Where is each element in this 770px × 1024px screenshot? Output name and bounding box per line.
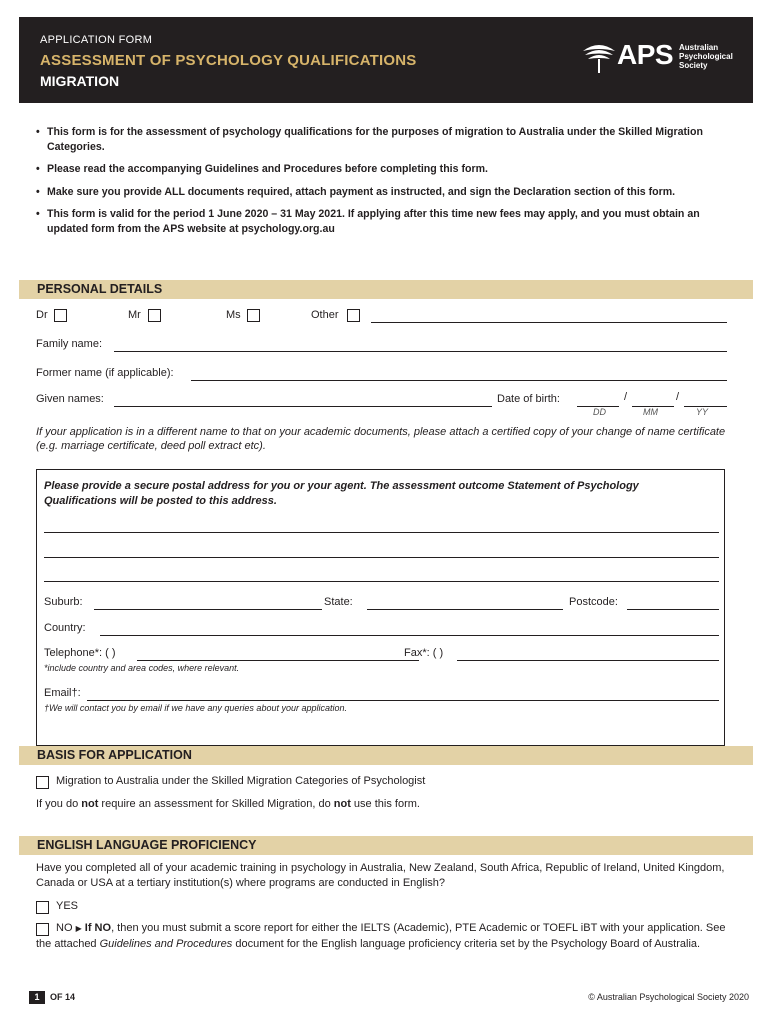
dob-yy-hint: YY — [696, 407, 709, 417]
section-title: BASIS FOR APPLICATION — [37, 748, 192, 762]
english-no-label: NO — [56, 922, 73, 934]
postcode-field[interactable] — [627, 609, 719, 610]
country-label: Country: — [44, 622, 86, 634]
dob-separator: / — [676, 391, 680, 403]
telephone-field[interactable] — [137, 660, 419, 661]
title-mr-checkbox[interactable] — [148, 309, 161, 322]
section-title: PERSONAL DETAILS — [37, 282, 163, 296]
form-label: APPLICATION FORM — [40, 34, 153, 46]
logo-text: APS — [617, 39, 674, 70]
intro-bullets — [36, 125, 736, 244]
english-no-text-part: document for the English language proficiency criteria set by the Psychology Board of Australia. — [232, 937, 701, 950]
aps-logo — [579, 37, 739, 75]
english-yes-checkbox[interactable] — [36, 901, 49, 914]
intro-bullet: • Please read the accompanying Guidelines and Procedures before completing this form. — [36, 162, 736, 177]
fax-label: Fax*: ( ) — [404, 647, 444, 659]
postal-address-box — [36, 469, 725, 746]
dob-dd-hint: DD — [593, 407, 606, 417]
aps-leaf-icon — [579, 37, 619, 75]
intro-bullet: • Make sure you provide ALL documents required, attach payment as instructed, and sign the Declaration section of this form. — [36, 185, 736, 200]
english-no-text-part: , then you must submit a score report for either the IELTS (Academic), PTE Academic or TOEFL iBT with your application. See the attached — [36, 922, 726, 950]
personal-details-heading — [19, 280, 753, 299]
title-mr-label: Mr — [128, 309, 141, 321]
english-heading — [19, 836, 753, 855]
given-names-field[interactable] — [114, 406, 492, 407]
dob-separator: / — [624, 391, 628, 403]
dob-mm-hint: MM — [643, 407, 658, 417]
section-title: ENGLISH LANGUAGE PROFICIENCY — [37, 838, 257, 852]
state-label: State: — [324, 596, 353, 608]
form-title: ASSESSMENT OF PSYCHOLOGY QUALIFICATIONS — [40, 52, 417, 69]
copyright: © Australian Psychological Society 2020 — [588, 992, 749, 1002]
email-field[interactable] — [87, 700, 719, 701]
basis-note-emphasis: not — [81, 798, 99, 810]
basis-note-part: If you do — [36, 798, 82, 810]
address-line-2-field[interactable] — [44, 557, 719, 558]
page-number: 1 — [29, 991, 45, 1004]
suburb-field[interactable] — [94, 609, 322, 610]
state-field[interactable] — [367, 609, 563, 610]
name-change-note: If your application is in a different name to that on your academic documents, please attach a certified copy of your change of name certificate (e.g. marriage certificate, deed poll extract etc). — [36, 426, 726, 452]
family-name-field[interactable] — [114, 351, 727, 352]
address-line-1-field[interactable] — [44, 532, 719, 533]
basis-note — [36, 798, 420, 810]
email-note: †We will contact you by email if we have any queries about your application. — [44, 703, 347, 713]
form-subtitle: MIGRATION — [40, 73, 120, 89]
dob-label: Date of birth: — [497, 393, 560, 405]
postcode-label: Postcode: — [569, 596, 618, 608]
email-label: Email†: — [44, 687, 81, 699]
basis-note-emphasis: not — [333, 798, 351, 810]
address-line-3-field[interactable] — [44, 581, 719, 582]
logo-org-name: Australian Psychological Society — [679, 43, 733, 70]
phone-note: *include country and area codes, where relevant. — [44, 663, 240, 673]
english-no-text — [36, 921, 731, 952]
intro-bullet: • This form is for the assessment of psychology qualifications for the purposes of migration to Australia under the Skilled Migration Categories. — [36, 125, 736, 154]
title-dr-label: Dr — [36, 309, 48, 321]
english-no-lead: If NO — [84, 922, 112, 934]
suburb-label: Suburb: — [44, 596, 83, 608]
english-question: Have you completed all of your academic training in psychology in Australia, New Zealand, South Africa, Republic of Ireland, United Kingdom, Canada or USA at a tertiary institution(s) where programs are conducted in English? — [36, 862, 725, 889]
given-names-label: Given names: — [36, 393, 104, 405]
skilled-migration-label: Migration to Australia under the Skilled Migration Categories of Psychologist — [56, 775, 426, 787]
english-yes-label: YES — [56, 900, 79, 912]
skilled-migration-checkbox[interactable] — [36, 776, 49, 789]
form-page — [19, 17, 753, 1009]
guidelines-reference: Guidelines and Procedures — [99, 937, 233, 950]
basis-note-part: require an assessment for Skilled Migration, do — [98, 798, 334, 810]
title-other-field[interactable] — [371, 322, 727, 323]
basis-heading — [19, 746, 753, 765]
arrow-right-icon: ▶ — [75, 924, 82, 933]
page-total: OF 14 — [50, 992, 76, 1002]
telephone-label: Telephone*: ( ) — [44, 647, 116, 659]
title-other-checkbox[interactable] — [347, 309, 360, 322]
former-name-field[interactable] — [191, 380, 727, 381]
intro-bullet: • This form is valid for the period 1 June 2020 – 31 May 2021. If applying after this time new fees may apply, and you must obtain an updated form from the APS website at psychology.org.au — [36, 207, 736, 236]
basis-note-part: use this form. — [350, 798, 420, 810]
title-ms-label: Ms — [226, 309, 241, 321]
title-dr-checkbox[interactable] — [54, 309, 67, 322]
country-field[interactable] — [100, 635, 719, 636]
fax-field[interactable] — [457, 660, 719, 661]
title-other-label: Other — [311, 309, 339, 321]
title-ms-checkbox[interactable] — [247, 309, 260, 322]
family-name-label: Family name: — [36, 338, 103, 350]
address-intro: Please provide a secure postal address for you or your agent. The assessment outcome Statement of Psychology Qualifications will be posted to this address. — [44, 480, 639, 507]
former-name-label: Former name (if applicable): — [36, 367, 174, 379]
form-header — [19, 17, 753, 103]
